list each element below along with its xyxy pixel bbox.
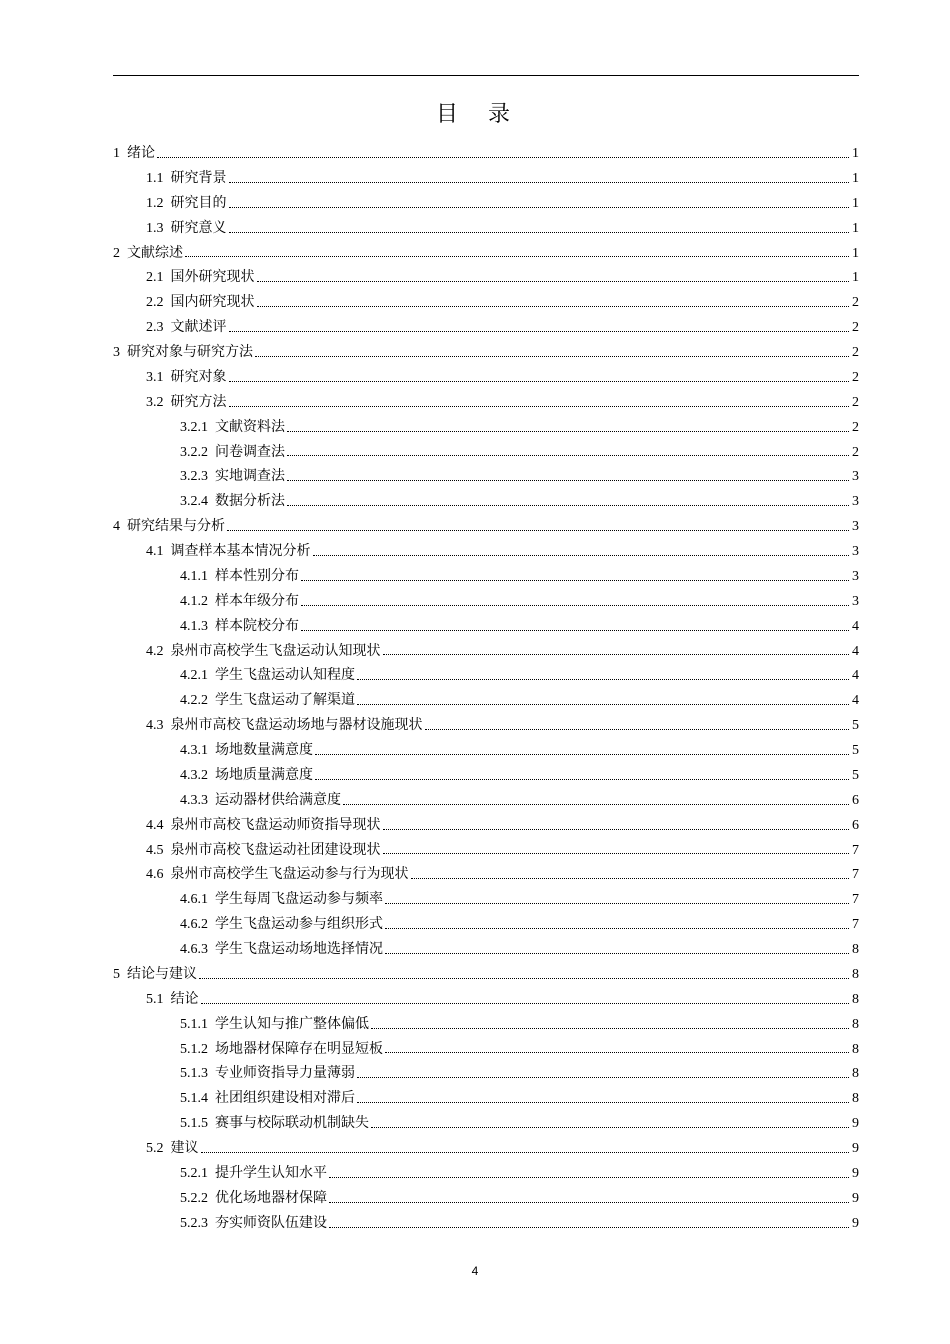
toc-dot-leader [425, 728, 850, 730]
toc-entry-page: 7 [852, 917, 859, 933]
toc-dot-leader [301, 604, 849, 606]
toc-entry[interactable] [113, 862, 859, 887]
toc-dot-leader [229, 330, 850, 332]
toc-entry-page: 3 [852, 494, 859, 510]
toc-dot-leader [229, 206, 850, 208]
toc-entry-page: 4 [852, 618, 859, 634]
toc-entry-title: 泉州市高校飞盘运动社团建设现状 [170, 841, 381, 858]
toc-entry-title: 场地质量满意度 [215, 766, 313, 783]
toc-entry-number: 4.1.1 [180, 568, 208, 584]
toc-dot-leader [385, 1051, 849, 1053]
toc-entry-title: 文献综述 [127, 244, 183, 261]
toc-entry-number: 5.1.4 [180, 1091, 208, 1107]
toc-entry-page: 6 [852, 817, 859, 833]
toc-entry[interactable] [113, 713, 859, 738]
toc-entry-number: 4.3.3 [180, 792, 208, 808]
toc-entry[interactable] [113, 241, 859, 266]
toc-entry-title: 研究目的 [170, 194, 227, 211]
toc-entry-number: 4.3.1 [180, 743, 208, 758]
toc-entry-page: 6 [852, 792, 859, 808]
toc-entry[interactable] [113, 1161, 859, 1186]
toc-entry-page: 3 [852, 593, 859, 609]
toc-dot-leader [201, 1151, 850, 1153]
toc-entry-title: 学生每周飞盘运动参与频率 [215, 891, 383, 908]
toc-entry-number: 4.3.2 [180, 767, 208, 783]
toc-entry-page: 3 [852, 568, 859, 584]
toc-entry-title: 优化场地器材保障 [215, 1189, 327, 1206]
toc-title: 目 录 [435, 102, 514, 127]
toc-dot-leader [357, 1101, 849, 1103]
toc-entry-number: 1 [113, 146, 120, 161]
toc-entry-number: 5.2.2 [180, 1190, 208, 1206]
toc-entry[interactable] [113, 887, 859, 912]
toc-entry[interactable] [113, 265, 859, 290]
toc-entry-page: 4 [852, 643, 859, 659]
toc-entry[interactable] [113, 216, 859, 241]
toc-entry-title: 专业师资指导力量薄弱 [215, 1065, 355, 1082]
toc-entry-number: 3.2.2 [180, 444, 208, 460]
toc-entry-title: 场地数量满意度 [215, 742, 313, 758]
toc-entry-number: 5.1.5 [180, 1116, 208, 1132]
toc-entry-page: 2 [852, 345, 859, 360]
toc-entry[interactable] [113, 365, 859, 390]
toc-entry-page: 1 [852, 220, 859, 236]
toc-entry-title: 样本年级分布 [215, 592, 299, 609]
toc-entry-title: 运动器材供给满意度 [215, 791, 341, 808]
toc-entry-title: 建议 [170, 1140, 199, 1156]
toc-entry-page: 8 [852, 991, 859, 1007]
toc-entry-page: 4 [852, 668, 859, 684]
toc-entry-number: 1.2 [146, 195, 164, 211]
toc-entry-number: 5.2.3 [180, 1215, 208, 1231]
toc-entry-number: 4.3 [146, 718, 164, 734]
toc-entry-number: 2.3 [146, 320, 164, 336]
toc-entry-page: 5 [852, 743, 859, 758]
toc-entry-title: 场地器材保障存在明显短板 [215, 1040, 383, 1057]
toc-dot-leader [371, 1027, 849, 1029]
toc-dot-leader [411, 877, 850, 879]
toc-entry-title: 学生认知与推广整体偏低 [215, 1015, 369, 1032]
header-rule [113, 75, 859, 76]
toc-entry-page: 7 [852, 867, 859, 883]
toc-entry-page: 9 [852, 1141, 859, 1156]
toc-entry-page: 2 [852, 369, 859, 385]
toc-entry-page: 8 [852, 942, 859, 957]
toc-entry[interactable] [113, 166, 859, 191]
toc-dot-leader [229, 380, 850, 382]
toc-entry-page: 8 [852, 1041, 859, 1057]
toc-entry[interactable] [113, 191, 859, 216]
toc-entry-title: 样本院校分布 [215, 617, 299, 634]
toc-dot-leader [255, 355, 849, 357]
toc-entry-number: 4.2.1 [180, 668, 208, 684]
toc-entry-page: 8 [852, 1066, 859, 1082]
toc-entry[interactable] [113, 912, 859, 937]
toc-entry-title: 文献述评 [170, 319, 227, 336]
toc-entry[interactable] [113, 464, 859, 489]
toc-entry-number: 3.2 [146, 394, 164, 410]
toc-entry[interactable] [113, 639, 859, 664]
toc-entry-number: 4.1.2 [180, 593, 208, 609]
toc-entry[interactable] [113, 813, 859, 838]
toc-entry-number: 4.6.3 [180, 942, 208, 957]
toc-dot-leader [383, 828, 850, 830]
toc-entry-number: 4.1.3 [180, 618, 208, 634]
toc-entry[interactable] [113, 539, 859, 564]
toc-dot-leader [257, 280, 850, 282]
toc-dot-leader [315, 753, 849, 755]
toc-entry[interactable] [113, 663, 859, 688]
toc-entry-page: 9 [852, 1215, 859, 1231]
toc-dot-leader [201, 1002, 850, 1004]
toc-dot-leader [257, 305, 850, 307]
toc-entry[interactable] [113, 1111, 859, 1136]
toc-entry-number: 2.2 [146, 295, 164, 311]
toc-entry-page: 1 [852, 270, 859, 286]
toc-entry-number: 3 [113, 345, 120, 360]
toc-dot-leader [383, 852, 850, 854]
toc-entry-number: 5.1 [146, 991, 164, 1007]
toc-entry-title: 泉州市高校飞盘运动场地与器材设施现状 [170, 717, 423, 734]
toc-entry-title: 国外研究现状 [170, 269, 255, 286]
toc-entry[interactable] [113, 514, 859, 539]
toc-entry-number: 1.1 [146, 170, 164, 186]
toc-entry-page: 3 [852, 519, 859, 535]
toc-entry-title: 绪论 [127, 145, 155, 161]
toc-entry[interactable] [113, 763, 859, 788]
toc-dot-leader [385, 902, 849, 904]
toc-entry-title: 夯实师资队伍建设 [215, 1214, 327, 1231]
toc-entry-title: 社团组织建设相对滞后 [215, 1090, 355, 1107]
toc-entry-number: 4.4 [146, 817, 164, 833]
toc-entry-page: 8 [852, 1091, 859, 1107]
toc-entry-number: 5.2 [146, 1141, 164, 1156]
toc-entry-page: 9 [852, 1165, 859, 1181]
toc-entry[interactable] [113, 987, 859, 1012]
toc-dot-leader [385, 952, 849, 954]
toc-entry-title: 研究结果与分析 [127, 518, 225, 535]
toc-entry-number: 4.2 [146, 643, 164, 659]
toc-entry-title: 学生飞盘运动场地选择情况 [215, 941, 383, 957]
toc-dot-leader [357, 1076, 849, 1078]
toc-entry-number: 3.1 [146, 369, 164, 385]
toc-entry-title: 研究方法 [170, 393, 227, 410]
toc-dot-leader [383, 653, 850, 655]
toc-dot-leader [329, 1176, 849, 1178]
toc-dot-leader [371, 1126, 849, 1128]
toc-entry-page: 1 [852, 245, 859, 261]
toc-entry-title: 研究对象与研究方法 [127, 344, 253, 360]
toc-entry-title: 学生飞盘运动认知程度 [215, 667, 355, 684]
toc-dot-leader [343, 803, 849, 805]
toc-dot-leader [357, 703, 849, 705]
toc-entry[interactable] [113, 340, 859, 365]
toc-entry-number: 4.6.1 [180, 892, 208, 908]
toc-entry-page: 2 [852, 394, 859, 410]
toc-entry-page: 5 [852, 767, 859, 783]
toc-entry-page: 2 [852, 444, 859, 460]
toc-dot-leader [185, 255, 849, 257]
toc-dot-leader [301, 629, 849, 631]
toc-entry-title: 数据分析法 [215, 493, 285, 510]
toc-entry[interactable] [113, 962, 859, 987]
toc-dot-leader [329, 1226, 849, 1228]
toc-entry-title: 结论与建议 [127, 965, 197, 982]
toc-entry-page: 9 [852, 1116, 859, 1132]
toc-dot-leader [287, 479, 849, 481]
toc-entry-title: 调查样本基本情况分析 [170, 543, 311, 559]
toc-entry-page: 8 [852, 1016, 859, 1032]
toc-entry[interactable] [113, 738, 859, 763]
toc-dot-leader [357, 678, 849, 680]
toc-entry-page: 9 [852, 1190, 859, 1206]
toc-entry[interactable] [113, 1186, 859, 1211]
toc-entry-title: 研究意义 [170, 219, 227, 236]
toc-entry-number: 5.1.2 [180, 1041, 208, 1057]
toc-dot-leader [329, 1201, 849, 1203]
toc-entry-page: 7 [852, 892, 859, 908]
toc-entry-title: 赛事与校际联动机制缺失 [215, 1115, 369, 1132]
toc-entry[interactable] [113, 1136, 859, 1161]
toc-entry-title: 泉州市高校学生飞盘运动认知现状 [170, 642, 381, 659]
toc-entry[interactable] [113, 1037, 859, 1062]
toc-entry-title: 泉州市高校飞盘运动师资指导现状 [170, 816, 381, 833]
toc-entry[interactable] [113, 614, 859, 639]
toc-dot-leader [315, 778, 849, 780]
toc-entry-title: 学生飞盘运动参与组织形式 [215, 916, 383, 933]
toc-dot-leader [287, 504, 849, 506]
toc-entry-number: 5.1.3 [180, 1066, 208, 1082]
toc-entry-page: 5 [852, 718, 859, 734]
toc-entry-page: 1 [852, 146, 859, 161]
page-number: 4 [471, 1264, 479, 1278]
toc-dot-leader [301, 579, 849, 581]
toc-entry-title: 提升学生认知水平 [215, 1164, 327, 1181]
toc-entry-title: 实地调查法 [215, 468, 285, 485]
toc-entry-number: 4.5 [146, 842, 164, 858]
toc-entry-title: 国内研究现状 [170, 294, 255, 311]
toc-entry[interactable] [113, 838, 859, 863]
toc-entry-number: 4.2.2 [180, 693, 208, 709]
toc-entry-title: 问卷调查法 [215, 443, 285, 460]
toc-entry[interactable] [113, 937, 859, 962]
toc-dot-leader [229, 405, 850, 407]
toc-entry-title: 文献资料法 [215, 418, 285, 435]
toc-entry-number: 2.1 [146, 270, 164, 286]
toc-dot-leader [287, 430, 849, 432]
toc-entry-number: 3.2.3 [180, 469, 208, 485]
toc-entry-number: 4.1 [146, 544, 164, 559]
toc-entry-title: 泉州市高校学生飞盘运动参与行为现状 [170, 866, 409, 883]
toc-entry-page: 8 [852, 966, 859, 982]
toc-dot-leader [227, 529, 849, 531]
toc-entry[interactable] [113, 440, 859, 465]
toc-dot-leader [229, 231, 850, 233]
toc-entry-number: 3.2.1 [180, 419, 208, 435]
toc-entry[interactable] [113, 290, 859, 315]
toc-entry[interactable] [113, 489, 859, 514]
toc-entry-page: 4 [852, 693, 859, 709]
toc-entry[interactable] [113, 1061, 859, 1086]
toc-entry-page: 3 [852, 469, 859, 485]
toc-entry-page: 1 [852, 195, 859, 211]
toc-entry-number: 4 [113, 519, 120, 535]
toc-dot-leader [287, 454, 849, 456]
toc-entry-number: 5.1.1 [180, 1016, 208, 1032]
toc-entry-page: 7 [852, 842, 859, 858]
toc-entry-title: 样本性别分布 [215, 567, 299, 584]
toc-entry-page: 2 [852, 419, 859, 435]
toc-entry-title: 结论 [170, 990, 199, 1007]
toc-entry[interactable] [113, 141, 859, 166]
toc-dot-leader [385, 927, 849, 929]
toc-entry[interactable] [113, 390, 859, 415]
toc-dot-leader [199, 977, 849, 979]
toc-entry-page: 1 [852, 170, 859, 186]
toc-entry-number: 4.6 [146, 867, 164, 883]
toc-entry-number: 5 [113, 966, 120, 982]
toc-entry-number: 1.3 [146, 220, 164, 236]
toc-entry[interactable] [113, 415, 859, 440]
toc-entry-number: 2 [113, 245, 120, 261]
toc-dot-leader [157, 156, 849, 158]
toc-list [113, 141, 859, 1236]
toc-entry[interactable] [113, 1086, 859, 1111]
toc-entry[interactable] [113, 315, 859, 340]
toc-entry[interactable] [113, 788, 859, 813]
toc-entry[interactable] [113, 1012, 859, 1037]
toc-entry-page: 2 [852, 320, 859, 336]
toc-entry[interactable] [113, 564, 859, 589]
toc-entry[interactable] [113, 688, 859, 713]
toc-entry-page: 3 [852, 544, 859, 559]
toc-entry-page: 2 [852, 295, 859, 311]
toc-dot-leader [313, 554, 850, 556]
toc-entry[interactable] [113, 1211, 859, 1236]
toc-entry-number: 4.6.2 [180, 917, 208, 933]
toc-entry-number: 3.2.4 [180, 494, 208, 510]
toc-dot-leader [229, 181, 850, 183]
toc-entry-number: 5.2.1 [180, 1165, 208, 1181]
toc-entry-title: 学生飞盘运动了解渠道 [215, 692, 355, 709]
toc-entry-title: 研究背景 [170, 169, 227, 186]
toc-entry-title: 研究对象 [170, 368, 227, 385]
toc-entry[interactable] [113, 589, 859, 614]
